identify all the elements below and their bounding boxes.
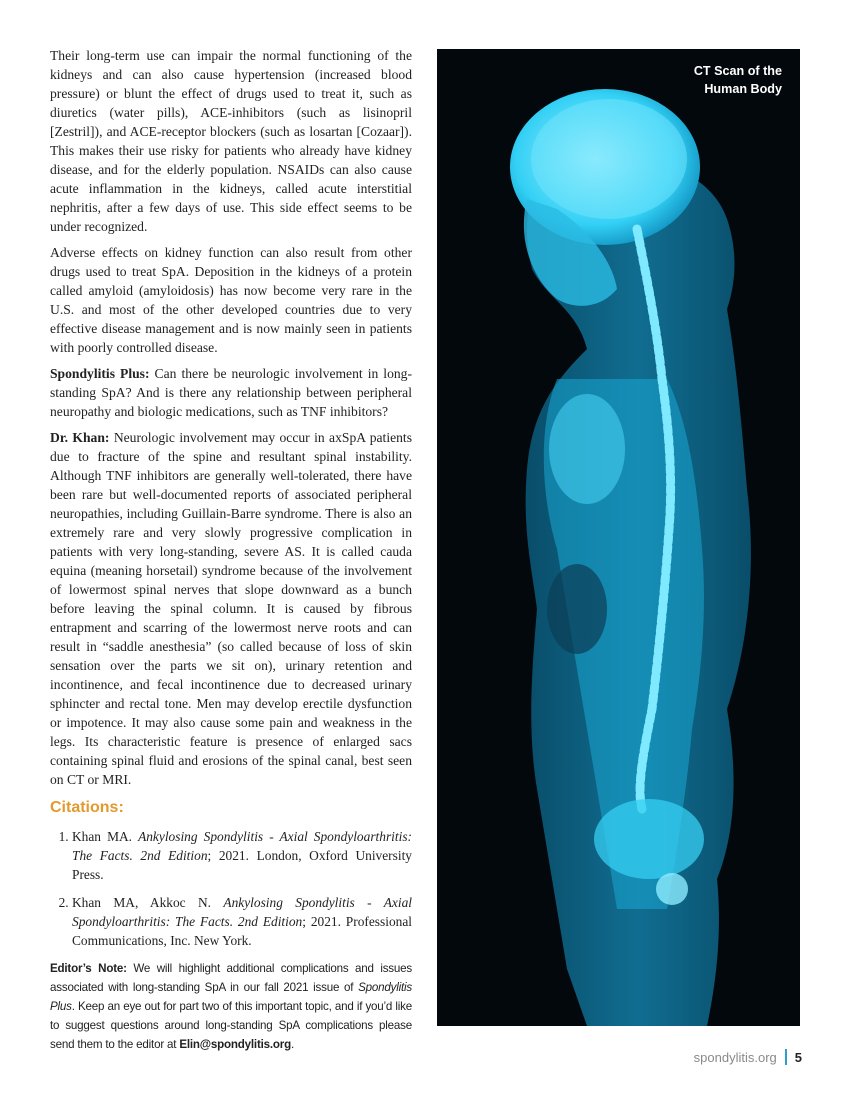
hip-joint [656, 873, 688, 905]
editors-note [50, 959, 412, 1054]
brain-shape [531, 99, 687, 219]
magazine-name: Spondylitis Plus [50, 981, 412, 1013]
citation-authors: Khan MA, Akkoc N. [72, 895, 224, 910]
footer-site[interactable]: spondylitis.org [693, 1049, 777, 1065]
citation-item [72, 827, 412, 884]
citations-heading: Citations: [50, 799, 124, 816]
paragraph-amyloidosis: Adverse effects on kidney function can also result from other drugs used to treat SpA. Deposition in the kidneys of a protein called amyloid (amyloidosis) has now become very rare in the U.S. and most of the other developed countries due to very effective disease management and is now mainly seen in patients with poorly controlled disease. [50, 245, 412, 355]
citation-item [72, 893, 412, 950]
citation-publisher: ; 2021. Professional Communications, Inc. New York. [72, 914, 412, 948]
page-footer [694, 1049, 802, 1065]
question-text: Can there be neurologic involvement in long-standing SpA? And is there any relationship between peripheral neuropathy and biologic medications, such as TNF inhibitors? [50, 366, 412, 419]
ct-scan-illustration [437, 49, 800, 1026]
article-column [50, 46, 412, 1054]
editors-note-end: . [290, 1038, 294, 1051]
question-label: Spondylitis Plus: [50, 366, 150, 381]
citation-publisher: ; 2021. London, Oxford University Press. [72, 848, 412, 882]
paragraph-kidney-function: Their long-term use can impair the normal functioning of the kidneys and can also cause hypertension (increased blood pressure) or blunt the effect of drugs used to treat it, such as diuretics (water pills), ACE-inhibitors (such as lisinopril [Zestril]), and ACE-receptor blockers (such as losartan [Cozaar]). This makes their use risky for patients who already have kidney disease, and for the elderly population. NSAIDs can also cause acute inflammation in the kidneys, called acute interstitial nephritis, after a few days of use. This side effect seems to be under recognized. [50, 48, 412, 234]
citation-title: Ankylosing Spondylitis - Axial Spondyloarthritis: The Facts. 2nd Edition [72, 895, 412, 929]
editor-email-link[interactable]: Elin@spondylitis.org [179, 1038, 291, 1051]
interview-question [50, 364, 412, 421]
answer-label: Dr. Khan: [50, 430, 110, 445]
image-caption [694, 62, 782, 98]
page-number: 5 [794, 1049, 802, 1065]
ct-scan-image [437, 49, 800, 1026]
editors-note-text-continued: . Keep an eye out for part two of this important topic, and if you’d like to suggest questions around long-standing SpA complications please send them to the editor at [50, 1000, 412, 1051]
heart-region [549, 394, 625, 504]
citation-authors: Khan MA. [72, 829, 139, 844]
answer-text: Neurologic involvement may occur in axSpA patients due to fracture of the spine and resultant spinal instability. Although TNF inhibitors are generally well-tolerated, there have been rare but well-documented reports of associated peripheral neuropathies, including Guillain-Barre syndrome. There is also an extremely rare and very slowly progressive complication in patients with very long-standing, severe AS. It is called cauda equina (meaning horsetail) syndrome because of the involvement of lowermost spinal nerves that slope downward as a bunch before leaving the spinal column. It is caused by fibrous entrapment and scarring of the lowermost nerve roots and can result in “saddle anesthesia” (so called because of loss of skin sensation over the parts we sit on), urinary retention and incontinence, and fecal incontinence due to decreased urinary sphincter and rectal tone. Men may develop erectile dysfunction or impotence. It may also cause some pain and weakness in the legs. Its characteristic feature is presence of enlarged sacs containing spinal fluid and erosions of the spinal canal, best seen on CT or MRI. [50, 430, 412, 787]
caption-line-1: CT Scan of the [693, 64, 782, 78]
editors-note-text: We will highlight additional complications and issues associated with long-standing SpA in our fall 2021 issue of [50, 962, 412, 994]
citations-list [50, 827, 412, 950]
citation-title: Ankylosing Spondylitis - Axial Spondyloarthritis: The Facts. 2nd Edition [72, 829, 412, 863]
footer-divider [785, 1049, 787, 1065]
editors-note-label: Editor’s Note: [50, 962, 127, 975]
abdominal-cavity [547, 564, 607, 654]
pelvis-shape [594, 799, 704, 879]
interview-answer [50, 428, 412, 789]
caption-line-2: Human Body [704, 82, 782, 96]
